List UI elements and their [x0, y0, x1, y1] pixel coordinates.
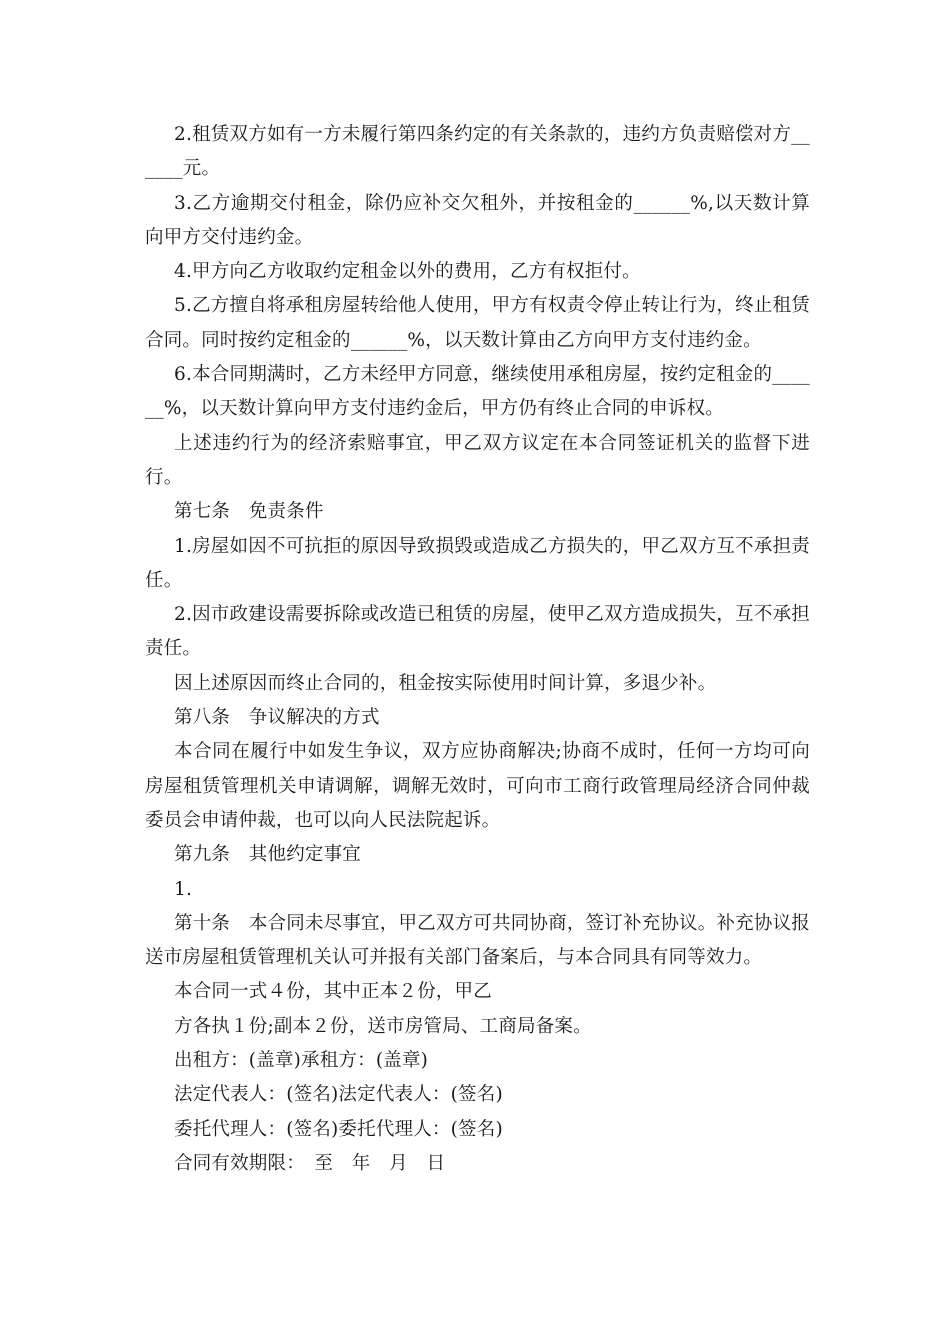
clause-paragraph: 方各执１份;副本２份，送市房管局、工商局备案。	[174, 1015, 592, 1037]
article-heading: 第七条 免责条件	[174, 501, 324, 523]
clause-paragraph: 上述违约行为的经济索赔事宜，甲乙双方议定在本合同签证机关的监督下进行。	[145, 432, 810, 488]
signature-line: 出租方：(盖章)承租方：(盖章)	[174, 1050, 429, 1072]
clause-paragraph: 2.因市政建设需要拆除或改造已租赁的房屋，使甲乙双方造成损失，互不承担责任。	[145, 604, 810, 660]
clause-paragraph: 6.本合同期满时，乙方未经甲方同意，继续使用承租房屋，按约定租金的______%，以天数计算向甲方支付违约金后，甲方仍有终止合同的申诉权。	[145, 364, 810, 420]
article-heading: 第九条 其他约定事宜	[174, 844, 362, 866]
clause-paragraph: 1.	[174, 878, 193, 900]
clause-paragraph: 3.乙方逾期交付租金，除仍应补交欠租外，并按租金的______%,以天数计算向甲方交付违约金。	[145, 192, 810, 248]
clause-paragraph: 1.房屋如因不可抗拒的原因导致损毁或造成乙方损失的，甲乙双方互不承担责任。	[145, 535, 810, 591]
document-body	[145, 118, 810, 1181]
clause-paragraph: 本合同在履行中如发生争议，双方应协商解决;协商不成时，任何一方均可向房屋租赁管理机关申请调解，调解无效时，可向市工商行政管理局经济合同仲裁委员会申请仲裁，也可以向人民法院起诉。	[145, 741, 810, 831]
article-heading: 第八条 争议解决的方式	[174, 707, 380, 729]
clause-paragraph: 5.乙方擅自将承租房屋转给他人使用，甲方有权责令停止转让行为，终止租赁合同。同时按约定租金的______%，以天数计算由乙方向甲方支付违约金。	[145, 295, 810, 351]
validity-line: 合同有效期限： 至 年 月 日	[174, 1152, 446, 1174]
clause-paragraph: 2.租赁双方如有一方未履行第四条约定的有关条款的，违约方负责赔偿对方______元。	[145, 124, 810, 180]
clause-paragraph: 本合同一式４份，其中正本２份，甲乙	[174, 981, 492, 1003]
signature-line: 委托代理人：(签名)委托代理人：(签名)	[174, 1118, 503, 1140]
signature-line: 法定代表人：(签名)法定代表人：(签名)	[174, 1084, 503, 1106]
clause-paragraph: 因上述原因而终止合同的，租金按实际使用时间计算，多退少补。	[174, 672, 717, 694]
clause-paragraph: 4.甲方向乙方收取约定租金以外的费用，乙方有权拒付。	[174, 261, 641, 283]
clause-paragraph: 第十条 本合同未尽事宜，甲乙双方可共同协商，签订补充协议。补充协议报送市房屋租赁管理机关认可并报有关部门备案后，与本合同具有同等效力。	[145, 912, 810, 969]
